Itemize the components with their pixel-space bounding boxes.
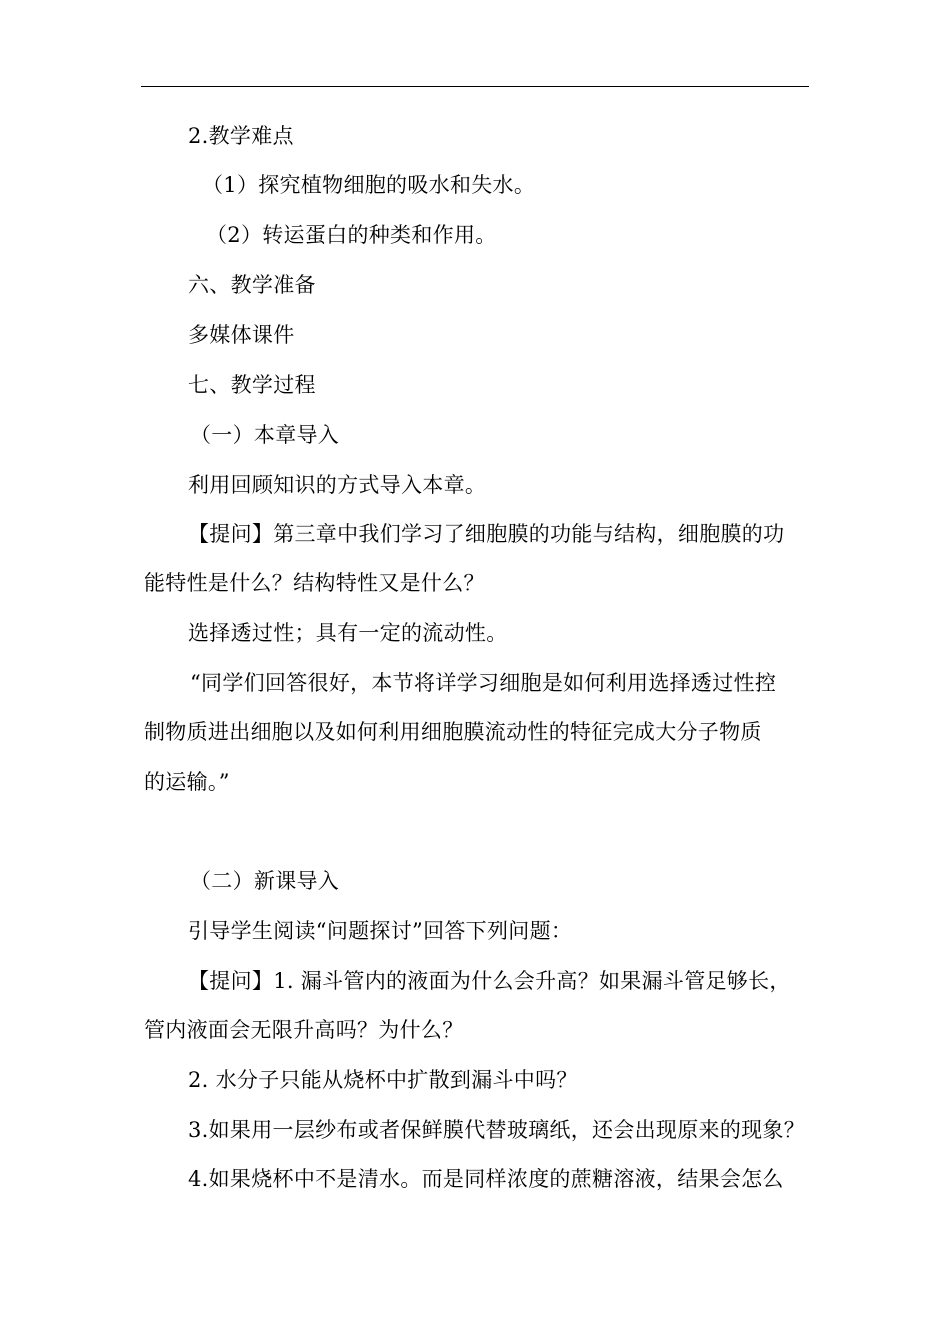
paragraph-question: 【提问】1. 漏斗管内的液面为什么会升高？如果漏斗管足够长，	[188, 969, 791, 993]
heading-teaching-difficulties: 2.教学难点	[188, 124, 294, 148]
paragraph: 引导学生阅读“问题探讨”回答下列问题：	[188, 919, 573, 943]
paragraph-answer: 选择透过性；具有一定的流动性。	[188, 621, 508, 645]
paragraph-quote: “同学们回答很好，本节将详学习细胞是如何利用选择透过性控	[190, 671, 777, 695]
subheading-new-lesson-intro: （二）新课导入	[190, 869, 340, 893]
subheading-chapter-intro: （一）本章导入	[190, 423, 340, 447]
heading-teaching-process: 七、教学过程	[188, 373, 316, 397]
list-item: 3.如果用一层纱布或者保鲜膜代替玻璃纸，还会出现原来的现象？	[188, 1118, 806, 1142]
list-item: （1）探究植物细胞的吸水和失水。	[202, 173, 536, 197]
heading-teaching-preparation: 六、教学准备	[188, 273, 316, 297]
list-item: 2. 水分子只能从烧杯中扩散到漏斗中吗？	[188, 1068, 578, 1092]
paragraph-question-continued: 能特性是什么？结构特性又是什么？	[144, 571, 485, 595]
list-item: 4.如果烧杯中不是清水。而是同样浓度的蔗糖溶液，结果会怎么	[188, 1167, 784, 1191]
paragraph-quote-continued: 制物质进出细胞以及如何利用细胞膜流动性的特征完成大分子物质	[144, 720, 762, 744]
paragraph: 多媒体课件	[188, 323, 295, 347]
paragraph-quote-continued: 的运输。”	[144, 770, 230, 794]
paragraph-question: 【提问】第三章中我们学习了细胞膜的功能与结构，细胞膜的功	[188, 522, 785, 546]
paragraph: 利用回顾知识的方式导入本章。	[188, 473, 487, 497]
paragraph-question-continued: 管内液面会无限升高吗？为什么？	[144, 1018, 464, 1042]
header-rule	[141, 86, 809, 87]
list-item: （2）转运蛋白的种类和作用。	[206, 223, 497, 247]
